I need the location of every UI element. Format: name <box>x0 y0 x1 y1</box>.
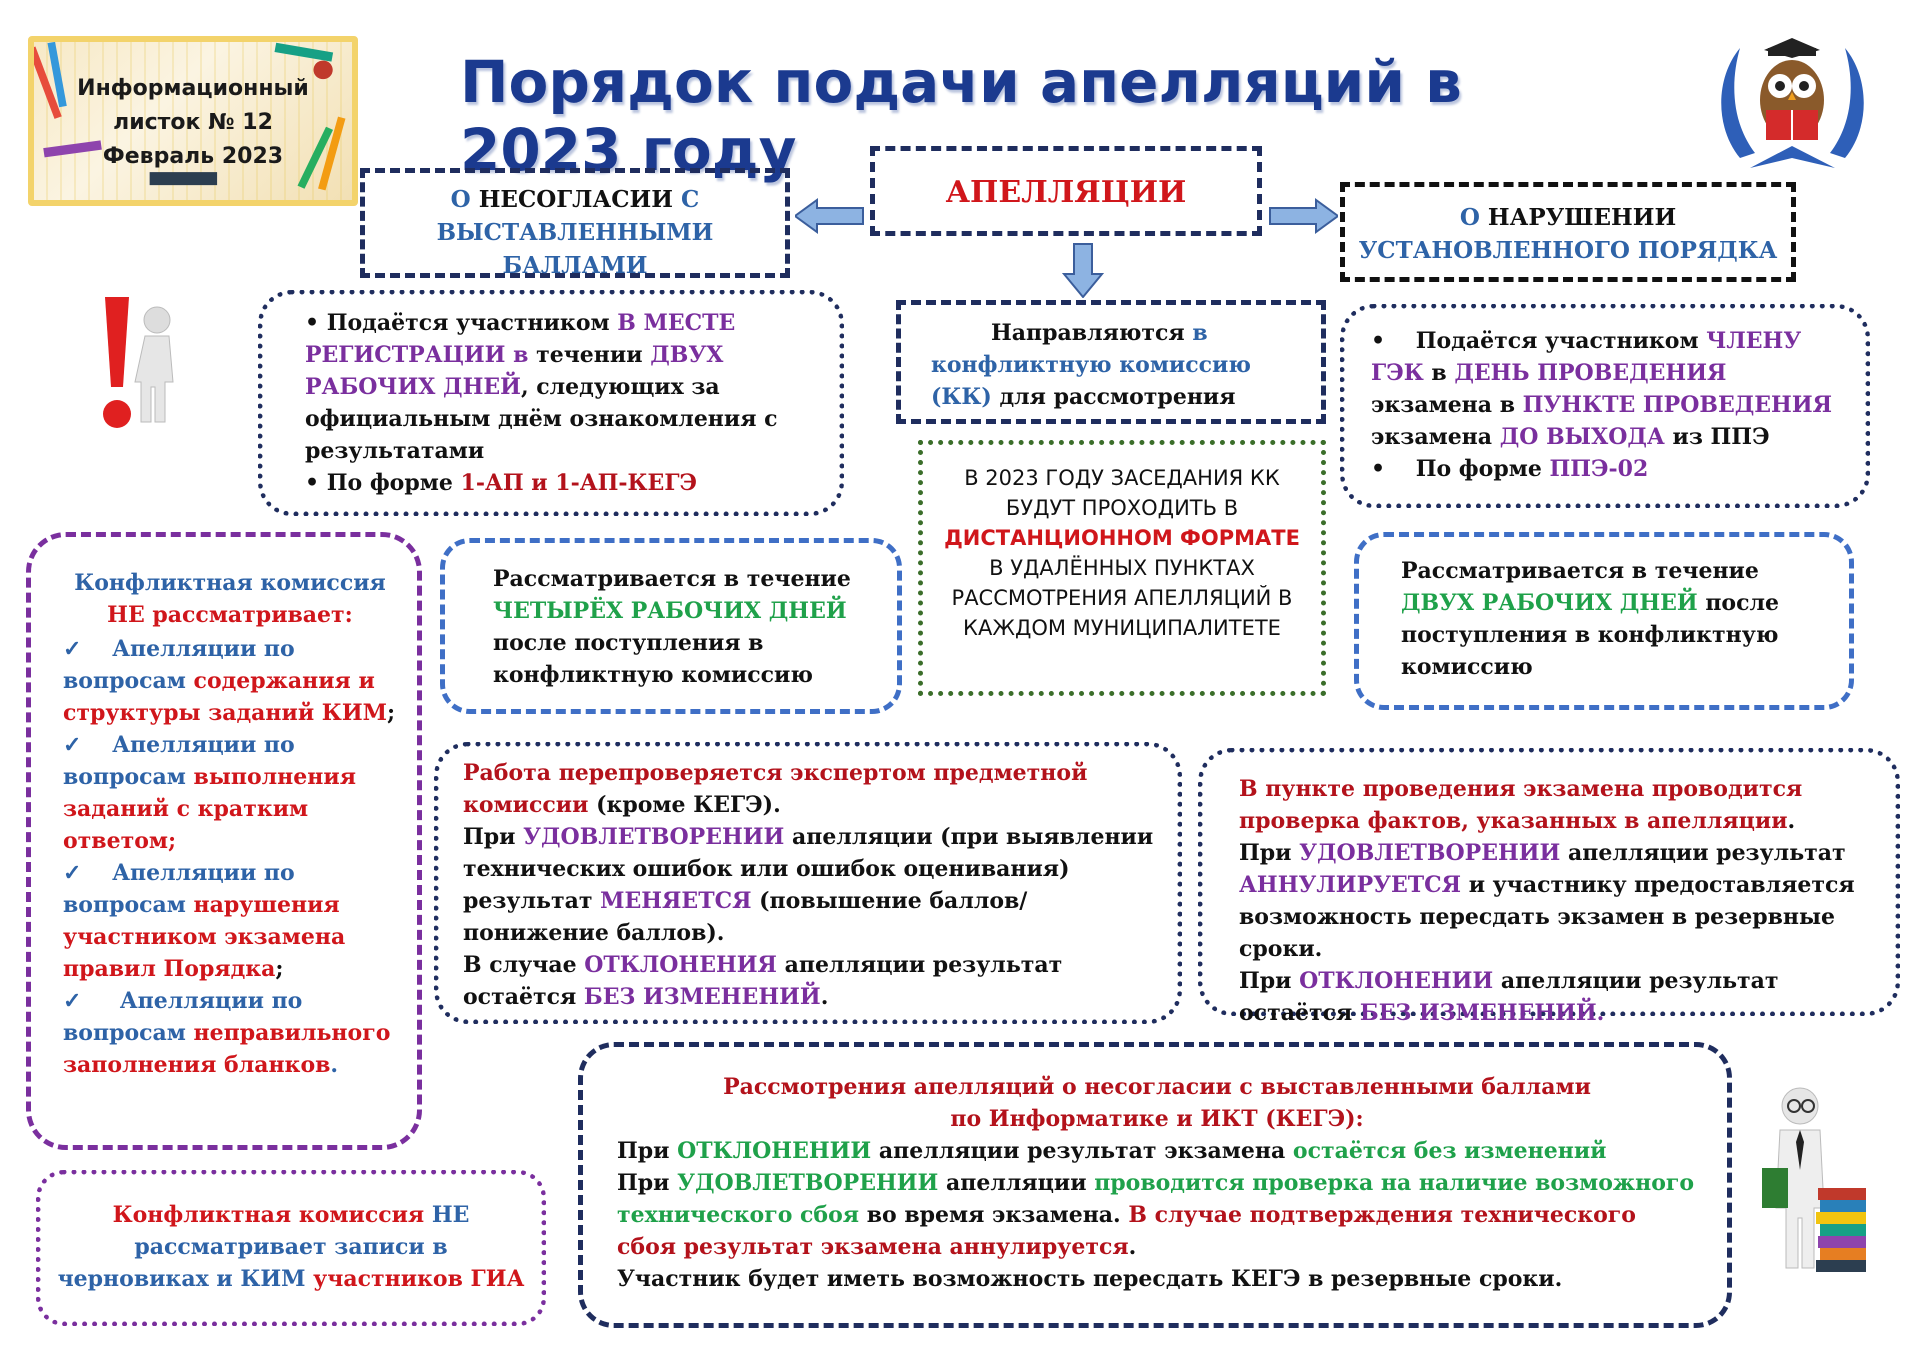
rd-i1-b: ЧЛЕНУ ГЭК <box>1371 328 1802 386</box>
arrow-left-icon <box>795 198 865 234</box>
rr-g: и участнику предоставляется возможность пересдать экзамен в резервные сроки. <box>1239 872 1855 962</box>
rd-i1-a: Подаётся участником <box>1415 328 1707 354</box>
rd-i1-d: ДЕНЬ ПРОВЕДЕНИЯ <box>1454 360 1727 386</box>
page-title: Порядок подачи апелляций в 2023 году <box>460 48 1462 184</box>
rd-i1-f: ПУНКТЕ ПРОВЕДЕНИЯ <box>1522 392 1833 418</box>
check-icon: ✓ <box>63 988 82 1014</box>
kd-b: НЕ рассматривает записи в черновиках и КИМ <box>57 1202 470 1292</box>
md-a: Направляются <box>991 320 1193 346</box>
rd-i1-c: в <box>1423 360 1455 386</box>
rr-b: . <box>1787 808 1796 834</box>
rr-j: апелляции результат остаётся <box>1239 968 1779 1026</box>
kk-note-c: В УДАЛЁННЫХ ПУНКТАХ РАССМОТРЕНИЯ АПЕЛЛЯЦИЙ В КАЖДОМ МУНИЦИПАЛИТЕТЕ <box>951 556 1293 640</box>
kk-not-item-2 <box>63 729 397 857</box>
kg-l2-g: . <box>1128 1234 1137 1260</box>
violation-item-2: • По форме ППЭ-02 <box>1371 456 1649 482</box>
lr-d: УДОВЛЕТВОРЕНИИ <box>523 824 785 850</box>
appeals-box <box>870 146 1262 236</box>
lt-b: ЧЕТЫРЁХ РАБОЧИХ ДНЕЙ <box>493 598 847 624</box>
commission-routing-box <box>896 300 1326 424</box>
kd-c: участников ГИА <box>313 1266 525 1292</box>
check-icon: ✓ <box>63 636 82 662</box>
kk-not-item-1-c: ; <box>386 700 396 726</box>
kg-l2-f: В случае подтверждения технического сбоя результат экзамена аннулируется <box>617 1202 1636 1260</box>
remote-format-note-box <box>918 440 1326 696</box>
rt-b: ДВУХ РАБОЧИХ ДНЕЙ <box>1401 590 1698 616</box>
ld-i1-a: Подаётся участником <box>326 310 618 336</box>
lr-g: (повышение баллов/понижение баллов). <box>463 888 1028 946</box>
drafts-not-considered-box <box>36 1170 546 1326</box>
arrow-right-icon <box>1268 198 1338 234</box>
kg-l1-a: При <box>617 1138 678 1164</box>
lt-a: Рассматривается в течение <box>493 566 851 592</box>
lr-j: апелляции результат остаётся <box>463 952 1063 1010</box>
lr-b: (кроме КЕГЭ). <box>588 792 781 818</box>
disagreement-item-1: • Подаётся участником В МЕСТЕ РЕГИСТРАЦИИ в течении ДВУХ РАБОЧИХ ДНЕЙ, следующих за официальным днём ознакомления с результатами <box>305 310 778 464</box>
kk-not-item-4-c: . <box>330 1052 339 1078</box>
kk-not-item-1-b: содержания и структуры заданий КИМ <box>63 668 387 726</box>
person-with-books-icon <box>1758 1078 1868 1278</box>
rt-c: после поступления в конфликтную комиссию <box>1401 590 1780 680</box>
rr-d: УДОВЛЕТВОРЕНИИ <box>1299 840 1561 866</box>
kg-l1-c: апелляции результат экзамена <box>871 1138 1293 1164</box>
rd-i1-h: ДО ВЫХОДА <box>1499 424 1665 450</box>
exclamation-person-icon <box>95 292 185 432</box>
kg-l2-a: При <box>617 1170 678 1196</box>
ld-i1-d: ДВУХ РАБОЧИХ ДНЕЙ <box>305 342 724 400</box>
kk-not-item-2-b: выполнения заданий с кратким ответом; <box>63 764 356 854</box>
kg-l2-c: апелляции <box>938 1170 1095 1196</box>
two-days-term-box <box>1354 532 1854 710</box>
appeals-label: АПЕЛЛЯЦИИ <box>945 175 1187 210</box>
owl-with-book-emblem-icon <box>1710 28 1875 178</box>
rr-f: АННУЛИРУЕТСЯ <box>1239 872 1462 898</box>
kk-note-a: В 2023 ГОДУ ЗАСЕДАНИЯ КК БУДУТ ПРОХОДИТЬ В <box>964 466 1280 520</box>
kege-line-1 <box>617 1135 1697 1167</box>
kk-not-item-1-a: Апелляции по вопросам <box>63 636 295 694</box>
rr-a: В пункте проведения экзамена проводится проверка фактов, указанных в апелляции <box>1239 776 1803 834</box>
lr-a: Работа перепроверяется экспертом предметной комиссии <box>463 760 1088 818</box>
rr-e: апелляции результат <box>1560 840 1846 866</box>
arrow-down-icon <box>1062 242 1104 298</box>
rd-i2-b: ППЭ-02 <box>1549 456 1649 482</box>
disagreement-result-box <box>434 742 1182 1024</box>
check-icon: ✓ <box>63 860 82 886</box>
disagreement-item-2: • По форме 1-АП и 1-АП-КЕГЭ <box>305 470 698 496</box>
violation-item-1: • Подаётся участником ЧЛЕНУ ГЭК в ДЕНЬ ПРОВЕДЕНИЯ экзамена в ПУНКТЕ ПРОВЕДЕНИЯ экзамена ДО ВЫХОДА из ППЭ <box>1371 328 1833 450</box>
violation-details-box <box>1340 304 1870 508</box>
lr-l: . <box>820 984 829 1010</box>
left-head-a: О <box>450 186 479 213</box>
check-icon: ✓ <box>63 732 82 758</box>
rr-i: ОТКЛОНЕНИИ <box>1299 968 1494 994</box>
rd-i2-a: По форме <box>1415 456 1550 482</box>
ld-i1-c: течении <box>528 342 651 368</box>
left-head-c: С ВЫСТАВЛЕННЫМИ БАЛЛАМИ <box>436 186 714 279</box>
disagreement-details-box <box>258 290 844 516</box>
kg-l2-e: во время экзамена. <box>859 1202 1129 1228</box>
ld-i2-a: По форме <box>326 470 461 496</box>
rt-a: Рассматривается в течение <box>1401 558 1759 584</box>
kg-l1-d: остаётся без изменений <box>1292 1138 1607 1164</box>
lr-c: При <box>463 824 524 850</box>
rr-c: При <box>1239 840 1300 866</box>
kd-a: Конфликтная комиссия <box>112 1202 432 1228</box>
rr-k: БЕЗ ИЗМЕНЕНИЙ. <box>1359 1000 1605 1026</box>
disagreement-header-box <box>360 168 790 278</box>
right-head-a: О <box>1459 204 1488 231</box>
info-badge <box>28 36 358 206</box>
kk-not-item-4-a: Апелляции по вопросам <box>63 988 303 1046</box>
md-b: в конфликтную комиссию (КК) <box>931 320 1251 410</box>
kk-not-item-3-b: нарушения участником экзамена правил Порядка <box>63 892 346 982</box>
kg-l2-b: УДОВЛЕТВОРЕНИИ <box>677 1170 939 1196</box>
rd-i1-e: экзамена в <box>1371 392 1523 418</box>
kk-not-head-b: НЕ рассматривает: <box>107 602 353 628</box>
commission-not-considered-box <box>26 532 422 1150</box>
kk-not-item-3-a: Апелляции по вопросам <box>63 860 295 918</box>
ld-i1-e: , следующих за официальным днём ознакомления с результатами <box>305 374 778 464</box>
rd-i1-i: из ППЭ <box>1664 424 1770 450</box>
kk-not-head-a: Конфликтная комиссия <box>74 570 386 596</box>
lr-f: МЕНЯЕТСЯ <box>600 888 752 914</box>
lr-k: БЕЗ ИЗМЕНЕНИЙ <box>583 984 821 1010</box>
lt-c: после поступления в конфликтную комиссию <box>493 630 813 688</box>
violation-header-box <box>1340 182 1796 282</box>
lr-i: ОТКЛОНЕНИЯ <box>584 952 777 978</box>
kk-not-item-4-b: неправильного заполнения бланков <box>63 1020 391 1078</box>
kege-line-3: Участник будет иметь возможность пересдать КЕГЭ в резервные сроки. <box>617 1266 1563 1292</box>
badge-line-2: листок № 12 <box>113 110 273 135</box>
rd-i1-g: экзамена <box>1371 424 1500 450</box>
kk-not-item-3-c: ; <box>275 956 284 982</box>
ld-i1-b: В МЕСТЕ РЕГИСТРАЦИИ в <box>305 310 736 368</box>
kk-not-item-1 <box>63 633 397 729</box>
kg-l2-d: проводится проверка на наличие возможного технического сбоя <box>617 1170 1695 1228</box>
ld-i2-b: 1-АП и 1-АП-КЕГЭ <box>460 470 698 496</box>
lr-e: апелляции (при выявлении технических ошибок или ошибок оценивания) результат <box>463 824 1154 914</box>
kk-not-item-4 <box>63 985 397 1081</box>
lr-h: В случае <box>463 952 585 978</box>
kk-not-item-3 <box>63 857 397 985</box>
rr-h: При <box>1239 968 1300 994</box>
md-c: для рассмотрения <box>991 384 1236 410</box>
kk-not-item-2-a: Апелляции по вопросам <box>63 732 295 790</box>
kg-l1-b: ОТКЛОНЕНИИ <box>677 1138 872 1164</box>
violation-result-box <box>1198 748 1900 1026</box>
kege-line-2 <box>617 1167 1697 1263</box>
right-head-b: НАРУШЕНИИ <box>1487 204 1677 231</box>
kk-note-b: ДИСТАНЦИОННОМ ФОРМАТЕ <box>944 526 1300 550</box>
badge-line-1: Информационный <box>77 76 309 101</box>
right-head-c: УСТАНОВЛЕННОГО ПОРЯДКА <box>1358 237 1778 264</box>
kege-appeals-box <box>578 1042 1732 1328</box>
kege-head: Рассмотрения апелляций о несогласии с выставленными баллами по Информатике и ИКТ (КЕГЭ): <box>723 1074 1591 1132</box>
badge-line-3: Февраль 2023 <box>102 144 284 169</box>
four-days-term-box <box>440 538 902 714</box>
left-head-b: НЕСОГЛАСИИ <box>478 186 682 213</box>
